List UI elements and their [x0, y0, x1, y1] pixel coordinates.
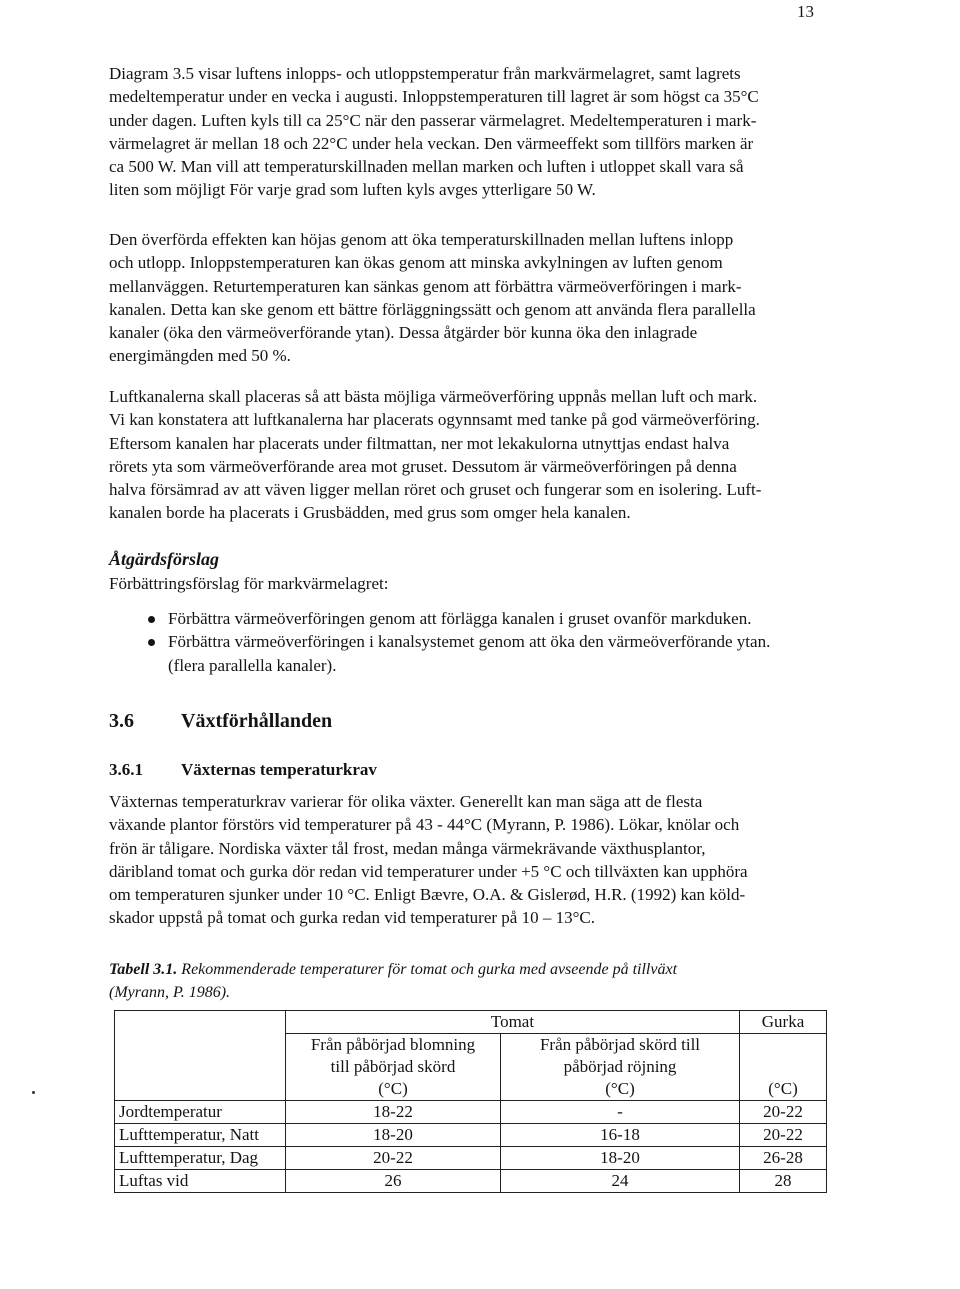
text-line: Vi kan konstatera att luftkanalerna har placerats ogynnsamt med tanke på god värmeöverföring. — [109, 410, 760, 430]
suggestion-list — [150, 607, 850, 677]
subheader-line: Från påbörjad skörd till — [539, 1035, 701, 1054]
list-item-continuation: (flera parallella kanaler). — [168, 655, 337, 675]
text-line: under dagen. Luften kyls till ca 25°C när den passerar värmelagret. Medeltemperaturen i mark- — [109, 110, 757, 130]
table-cell: 20-22 — [740, 1124, 827, 1147]
intro-paragraph — [109, 62, 839, 202]
page-number: 13 — [797, 2, 814, 21]
channel-paragraph — [109, 385, 839, 525]
text-line: frön är tåligare. Nordiska växter tål frost, medan många värmekrävande växthusplantor, — [109, 838, 706, 858]
effect-paragraph — [109, 228, 839, 368]
subheader-line: Från påbörjad blomning — [310, 1035, 476, 1054]
table-cell: 18-20 — [286, 1124, 501, 1147]
text-line: och utlopp. Inloppstemperaturen kan ökas genom att minska avkylningen av luften genom — [109, 253, 723, 273]
list-item — [150, 630, 850, 677]
caption-label: Tabell 3.1. — [109, 961, 178, 978]
text-line: ca 500 W. Man vill att temperaturskillnaden mellan marken och luften i utloppet skall vara så — [109, 157, 744, 177]
atgard-intro: Förbättringsförslag för markvärmelagret: — [109, 574, 389, 593]
subheader-unit: (°C) — [378, 1079, 408, 1098]
subsection-title: Växternas temperaturkrav — [181, 760, 377, 779]
text-line: Den överförda effekten kan höjas genom att öka temperaturskillnaden mellan luftens inlopp — [109, 230, 734, 249]
text-line: kanaler (öka den värmeöverförande ytan). Dessa åtgärder bör kunna öka den inlagrade — [109, 323, 698, 343]
caption-source: (Myrann, P. 1986). — [109, 984, 231, 1001]
text-line: däribland tomat och gurka dör redan vid temperaturer under +5 °C och tillväxten kan upphöra — [109, 861, 748, 881]
table-subheader-cell — [740, 1034, 827, 1101]
table-cell: 24 — [501, 1170, 740, 1193]
subsection-number: 3.6.1 — [109, 760, 143, 779]
table-cell: 20-22 — [286, 1147, 501, 1170]
table-cell: 18-22 — [286, 1101, 501, 1124]
subheader-unit: (°C) — [768, 1079, 798, 1098]
text-line: om temperaturen sjunker under 10 °C. Enligt Bævre, O.A. & Gislerød, H.R. (1992) kan köld- — [109, 885, 746, 905]
table-header-empty — [115, 1011, 286, 1034]
table-row-label: Lufttemperatur, Natt — [115, 1124, 286, 1147]
text-line: Eftersom kanalen har placerats under filtmattan, ner mot lekakulorna utnyttjas endast halva — [109, 433, 730, 453]
table-row-label: Luftas vid — [115, 1170, 286, 1193]
section-title: Växtförhållanden — [181, 710, 333, 732]
text-line: Luftkanalerna skall placeras så att bästa möjliga värmeöverföring uppnås mellan luft och mark. — [109, 387, 758, 406]
caption-text: Rekommenderade temperaturer för tomat och gurka med avseende på tillväxt — [177, 961, 678, 978]
text-line: energimängden med 50 %. — [109, 346, 291, 366]
text-line: liten som möjligt För varje grad som luften kyls avges ytterligare 50 W. — [109, 180, 596, 200]
text-line: mellanväggen. Returtemperaturen kan sänkas genom att förbättra värmeöverföringen i mark- — [109, 276, 742, 296]
table-subheader-cell — [286, 1034, 501, 1101]
text-line: skador uppstå på tomat och gurka redan vid temperaturer på 10 – 13°C. — [109, 908, 595, 928]
table-cell: 18-20 — [501, 1147, 740, 1170]
table-header-row — [115, 1011, 827, 1034]
list-item-text: Förbättra värmeöverföringen genom att förlägga kanalen i gruset ovanför markduken. — [168, 609, 752, 628]
text-line: halva försämrad av att väven ligger mellan röret och gruset och fungerar som en isolering. Luft- — [109, 480, 762, 500]
subheader-line: påbörjad röjning — [563, 1057, 677, 1076]
bullet-icon — [148, 616, 155, 623]
table-cell: 26-28 — [740, 1147, 827, 1170]
subheader-line: till påbörjad skörd — [330, 1057, 456, 1076]
table-cell: 26 — [286, 1170, 501, 1193]
text-line: Växternas temperaturkrav varierar för olika växter. Generellt kan man säga att de flesta — [109, 792, 703, 811]
temperature-table — [114, 1010, 827, 1193]
table-header-tomat: Tomat — [286, 1011, 740, 1034]
bullet-icon — [148, 639, 155, 646]
list-item — [150, 607, 850, 630]
table-row — [115, 1124, 827, 1147]
table-cell: - — [501, 1101, 740, 1124]
text-line: medeltemperatur under en vecka i augusti. Inloppstemperaturen till lagret är som högst ca 35°C — [109, 87, 759, 107]
table-row — [115, 1170, 827, 1193]
table-caption — [109, 958, 677, 1004]
text-line: Diagram 3.5 visar luftens inlopps- och utloppstemperatur från markvärmelagret, samt lagrets — [109, 64, 741, 83]
table-row — [115, 1147, 827, 1170]
section-number: 3.6 — [109, 710, 134, 732]
text-line: värmelagret är mellan 18 och 22°C under hela veckan. Den värmeeffekt som tillförs marken är — [109, 133, 754, 153]
table-row-label: Lufttemperatur, Dag — [115, 1147, 286, 1170]
table-cell: 16-18 — [501, 1124, 740, 1147]
table-row — [115, 1101, 827, 1124]
text-line: växande plantor förstörs vid temperaturer på 43 - 44°C (Myrann, P. 1986). Lökar, knölar och — [109, 815, 740, 835]
table-cell: 20-22 — [740, 1101, 827, 1124]
table-header-empty — [115, 1034, 286, 1101]
table-subheader-cell — [501, 1034, 740, 1101]
text-line: rörets yta som värmeöverförande area mot gruset. Dessutom är värmeöverföringen på denna — [109, 456, 737, 476]
table-header-gurka: Gurka — [740, 1011, 827, 1034]
table-cell: 28 — [740, 1170, 827, 1193]
subheader-unit: (°C) — [605, 1079, 635, 1098]
text-line: kanalen borde ha placerats i Grusbädden, med grus som omger hela kanalen. — [109, 503, 631, 523]
text-line: kanalen. Detta kan ske genom ett bättre förläggningssätt och genom att använda flera parallella — [109, 299, 756, 319]
atgard-heading: Åtgärdsförslag — [109, 549, 220, 569]
temperature-paragraph — [109, 790, 839, 930]
scan-speck — [32, 1091, 35, 1094]
table-subheader-row — [115, 1034, 827, 1101]
table-row-label: Jordtemperatur — [115, 1101, 286, 1124]
list-item-text: Förbättra värmeöverföringen i kanalsystemet genom att öka den värmeöverförande ytan. — [168, 632, 771, 652]
